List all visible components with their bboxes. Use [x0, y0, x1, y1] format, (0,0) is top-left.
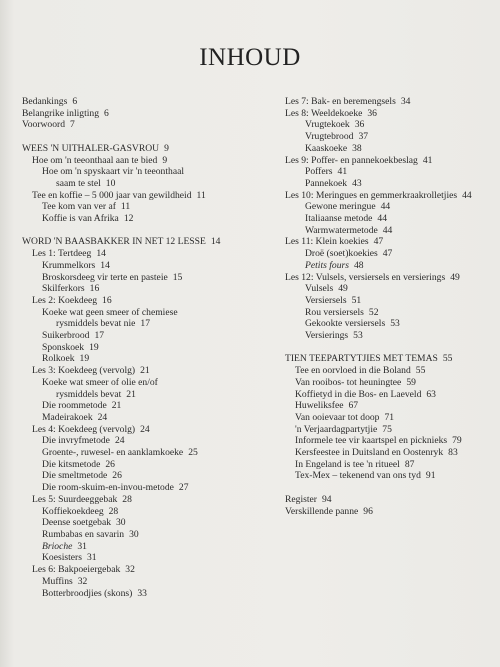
toc-entry-title: Koesisters — [42, 552, 82, 564]
toc-entry-title: saam te stel — [56, 177, 101, 189]
toc-entry-title: Koeke wat smeer of olie en/of — [42, 376, 158, 388]
toc-entry-page: 36 — [367, 107, 377, 119]
toc-column-left — [22, 96, 292, 599]
toc-entry-title: Tee en koffie – 5 000 jaar van gewildheid — [32, 189, 192, 201]
toc-entry — [22, 248, 292, 260]
toc-entry — [285, 155, 500, 167]
toc-entry — [285, 377, 500, 389]
toc-entry-page: 17 — [140, 318, 150, 330]
toc-entry-title: Les 2: Koekdeeg — [32, 294, 98, 306]
toc-entry-title: Die kitsmetode — [42, 458, 101, 470]
toc-entry-title: Madeirakoek — [42, 411, 93, 423]
toc-entry-title: Die roommetode — [42, 400, 107, 412]
toc-entry-page: 43 — [352, 177, 362, 189]
toc-entry-title: Die room-skuim-en-invou-metode — [42, 482, 174, 494]
toc-entry-page: 59 — [406, 376, 416, 388]
toc-entry-page: 71 — [384, 411, 395, 423]
toc-entry — [22, 96, 292, 108]
toc-entry-title: Vulsels — [305, 283, 334, 295]
toc-entry-page: 79 — [452, 435, 462, 447]
toc-entry-page: 44 — [462, 189, 472, 201]
toc-entry-page: 30 — [116, 517, 126, 529]
toc-entry-page: 27 — [178, 482, 189, 494]
toc-entry-page: 96 — [363, 505, 373, 517]
toc-entry-title: Register — [285, 493, 317, 505]
toc-entry — [22, 166, 292, 178]
toc-entry-title: Hoe om 'n spyskaart vir 'n teeonthaal — [42, 166, 184, 178]
toc-entry-page: 55 — [442, 353, 453, 365]
toc-entry-title: Suikerbrood — [42, 330, 90, 342]
toc-entry-title: Les 1: Tertdeeg — [32, 248, 92, 260]
toc-entry-page: 21 — [126, 388, 136, 400]
toc-entry — [22, 552, 292, 564]
toc-entry-title: Italiaanse metode — [305, 213, 373, 225]
toc-entry-title: Broskorsdeeg vir terte en pasteie — [42, 271, 168, 283]
toc-entry — [22, 283, 292, 295]
toc-entry — [285, 400, 500, 412]
toc-entry-title: WORD 'N BAASBAKKER IN NET 12 LESSE — [22, 236, 206, 248]
toc-entry-page: 49 — [450, 271, 460, 283]
toc-entry — [22, 190, 292, 202]
toc-entry-page: 14 — [96, 248, 106, 260]
toc-entry — [285, 447, 500, 459]
toc-entry — [285, 272, 500, 284]
toc-entry-page: 30 — [129, 528, 139, 540]
toc-entry-title: Belangrike inligting — [22, 107, 100, 119]
toc-entry-page: 53 — [390, 318, 400, 330]
toc-entry-page: 49 — [338, 283, 348, 295]
toc-entry-title: Koffie is van Afrika — [42, 213, 119, 225]
toc-entry-page: 25 — [188, 447, 198, 459]
toc-entry-page: 11 — [196, 189, 206, 201]
toc-entry — [22, 155, 292, 167]
toc-entry-title: In Engeland is tee 'n ritueel — [295, 458, 400, 470]
toc-entry-title: Muffins — [42, 575, 73, 587]
toc-entry-title: Rolkoek — [42, 353, 75, 365]
toc-entry-title: Koffietyd in die Bos- en Laeveld — [295, 388, 422, 400]
toc-entry-title: Vrugtekoek — [305, 119, 350, 131]
toc-entry — [285, 470, 500, 482]
toc-entry — [22, 213, 292, 225]
toc-entry-title: Les 8: Weeldekoeke — [285, 107, 363, 119]
section-gap — [285, 482, 500, 494]
toc-entry-page: 14 — [100, 259, 110, 271]
toc-entry — [22, 576, 292, 588]
toc-entry-page: 19 — [89, 341, 99, 353]
toc-entry-title: 'n Verjaardagpartytjie — [295, 423, 378, 435]
toc-entry-page: 21 — [140, 365, 150, 377]
toc-entry-page: 7 — [70, 119, 75, 131]
toc-entry — [22, 365, 292, 377]
toc-entry — [22, 178, 292, 190]
toc-entry-page: 36 — [354, 119, 365, 131]
toc-entry-page: 52 — [368, 306, 379, 318]
toc-entry-page: 34 — [400, 96, 411, 107]
toc-entry — [285, 307, 500, 319]
toc-entry-title: Informele tee vir kaartspel en picknieks — [295, 435, 448, 447]
toc-entry — [22, 342, 292, 354]
toc-entry-title: Koffiekoekdeeg — [42, 505, 104, 517]
toc-entry-title: Groente-, ruwesel- en aanklamkoeke — [42, 447, 184, 459]
toc-entry-page: 12 — [123, 213, 134, 225]
toc-entry-title: Poffers — [305, 166, 333, 178]
toc-entry-title: Les 5: Suurdeeggebak — [32, 493, 118, 505]
toc-entry-page: 53 — [353, 330, 363, 342]
toc-entry-page: 37 — [358, 131, 369, 143]
toc-entry — [22, 260, 292, 272]
toc-entry-page: 26 — [112, 470, 122, 482]
toc-entry — [285, 131, 500, 143]
toc-entry-page: 41 — [422, 154, 433, 166]
toc-entry-page: 28 — [108, 505, 119, 517]
toc-entry — [22, 318, 292, 330]
toc-entry-page: 44 — [377, 213, 387, 225]
toc-entry-page: 47 — [373, 236, 384, 248]
toc-entry-title: Pannekoek — [305, 177, 348, 189]
toc-entry-page: 24 — [114, 435, 125, 447]
toc-entry — [22, 459, 292, 471]
toc-entry — [22, 470, 292, 482]
toc-entry-page: 24 — [140, 423, 150, 435]
toc-entry-page: 21 — [111, 400, 122, 412]
toc-entry-page: 32 — [125, 564, 135, 576]
toc-entry-title: Rou versiersels — [305, 306, 364, 318]
toc-entry-page: 48 — [353, 259, 364, 271]
toc-entry — [285, 365, 500, 377]
toc-entry-title: Versierings — [305, 330, 349, 342]
toc-entry-title: Tee en oorvloed in die Boland — [295, 365, 411, 377]
toc-entry-title: Sponskoek — [42, 341, 85, 353]
toc-entry-title: Les 6: Bakpoeiergebak — [32, 564, 121, 576]
toc-entry-page: 55 — [415, 365, 426, 377]
toc-entry-page: 31 — [77, 540, 87, 552]
toc-entry-title: Tex-Mex – tekenend van ons tyd — [295, 470, 421, 482]
toc-entry-title: Les 11: Klein koekies — [285, 236, 369, 248]
toc-entry-page: 33 — [137, 587, 147, 599]
toc-entry — [22, 435, 292, 447]
toc-entry — [22, 529, 292, 541]
toc-entry — [285, 119, 500, 131]
toc-entry-page: 51 — [351, 294, 362, 306]
toc-entry — [285, 213, 500, 225]
toc-entry-page: 14 — [210, 236, 221, 248]
toc-entry-page: 44 — [382, 224, 393, 236]
toc-entry-page: 19 — [79, 353, 90, 365]
toc-entry-title: Die invryfmetode — [42, 435, 110, 447]
toc-entry-title: Koeke wat geen smeer of chemiese — [42, 306, 178, 318]
toc-entry-title: Gekookte versiersels — [305, 318, 386, 330]
toc-entry-title: Warmwatermetode — [305, 224, 378, 236]
toc-entry — [285, 201, 500, 213]
toc-entry — [22, 353, 292, 365]
toc-entry-page: 6 — [72, 96, 78, 107]
toc-entry-page: 11 — [120, 201, 131, 213]
toc-entry-title: Petits fours — [305, 259, 349, 271]
section-gap — [285, 342, 500, 354]
toc-entry — [22, 447, 292, 459]
toc-entry — [285, 260, 500, 272]
toc-entry-page: 87 — [404, 458, 415, 470]
toc-entry-page: 91 — [425, 470, 436, 482]
toc-entry-page: 9 — [162, 154, 168, 166]
toc-entry-title: Brioche — [42, 540, 73, 552]
toc-entry — [285, 283, 500, 295]
toc-entry-title: Rumbabas en savarin — [42, 528, 125, 540]
toc-entry-title: Huweliksfee — [295, 400, 344, 412]
toc-entry — [22, 541, 292, 553]
toc-entry — [22, 295, 292, 307]
toc-entry-page: 44 — [380, 201, 391, 213]
toc-entry-page: 75 — [382, 423, 392, 435]
toc-entry-title: rysmiddels bevat — [56, 388, 122, 400]
toc-entry — [285, 236, 500, 248]
toc-entry-title: Krummelkors — [42, 259, 96, 271]
toc-entry — [22, 236, 292, 248]
toc-entry-title: Les 12: Vulsels, versiersels en versierings — [285, 271, 446, 283]
toc-entry-page: 94 — [321, 493, 332, 505]
toc-entry — [285, 190, 500, 202]
toc-entry-page: 16 — [89, 283, 100, 295]
toc-entry-page: 9 — [164, 142, 169, 154]
toc-entry — [22, 564, 292, 576]
toc-entry — [22, 588, 292, 600]
toc-entry-title: Van rooibos- tot heuningtee — [295, 376, 402, 388]
toc-entry — [22, 494, 292, 506]
toc-entry-page: 28 — [122, 493, 132, 505]
toc-entry — [285, 96, 500, 108]
toc-entry-title: Les 10: Meringues en gemmerkraakrolletjies — [285, 189, 458, 201]
toc-entry-title: Kaaskoeke — [305, 142, 348, 154]
toc-entry — [285, 166, 500, 178]
toc-entry-title: Deense soetgebak — [42, 517, 111, 529]
toc-entry — [22, 482, 292, 494]
toc-entry-page: 38 — [352, 142, 362, 154]
toc-entry — [22, 517, 292, 529]
toc-entry-title: Van ooievaar tot doop — [295, 411, 380, 423]
toc-entry-title: rysmiddels bevat nie — [56, 318, 136, 330]
toc-entry-title: Les 7: Bak- en beremengsels — [285, 96, 396, 107]
toc-entry — [285, 494, 500, 506]
toc-entry-page: 17 — [94, 330, 105, 342]
toc-entry-page: 67 — [348, 400, 359, 412]
toc-entry — [285, 108, 500, 120]
toc-entry-title: Botterbroodjies (skons) — [42, 587, 133, 599]
toc-entry-title: TIEN TEEPARTYTJIES MET TEMAS — [285, 353, 438, 365]
toc-entry-title: Gewone meringue — [305, 201, 376, 213]
toc-entry-title: Tee kom van ver af — [42, 201, 116, 213]
toc-entry-title: Verskillende panne — [285, 505, 359, 517]
toc-entry — [22, 424, 292, 436]
toc-column-right — [285, 96, 500, 517]
toc-entry-page: 83 — [448, 447, 458, 459]
toc-entry-title: Bedankings — [22, 96, 68, 107]
toc-entry — [285, 424, 500, 436]
toc-entry — [22, 400, 292, 412]
toc-entry — [22, 272, 292, 284]
toc-entry — [285, 389, 500, 401]
toc-entry — [22, 330, 292, 342]
toc-entry-title: Voorwoord — [22, 119, 65, 131]
section-gap — [22, 131, 292, 143]
toc-entry — [22, 389, 292, 401]
toc-entry-title: WEES 'N UITHALER-GASVROU — [22, 142, 160, 154]
toc-entry-title: Die smeltmetode — [42, 470, 108, 482]
toc-entry-title: Skilferkors — [42, 283, 85, 295]
toc-entry — [285, 353, 500, 365]
toc-entry-title: Hoe om 'n teeonthaal aan te bied — [32, 154, 158, 166]
toc-entry — [22, 201, 292, 213]
toc-entry-title: Versiersels — [305, 294, 347, 306]
toc-entry-title: Droë (soet)koekies — [305, 248, 378, 260]
toc-entry — [285, 295, 500, 307]
toc-entry-page: 63 — [426, 388, 436, 400]
toc-entry-page: 32 — [77, 575, 88, 587]
toc-entry-page: 16 — [102, 294, 112, 306]
toc-entry — [285, 506, 500, 518]
toc-entry — [22, 307, 292, 319]
toc-entry-page: 15 — [172, 271, 183, 283]
toc-entry-title: Les 4: Koekdeeg (vervolg) — [32, 423, 136, 435]
toc-entry — [285, 412, 500, 424]
toc-entry-page: 26 — [105, 458, 115, 470]
toc-entry — [285, 435, 500, 447]
toc-entry — [22, 119, 292, 131]
toc-entry-page: 47 — [382, 248, 393, 260]
toc-entry — [22, 412, 292, 424]
toc-entry-page: 41 — [337, 166, 348, 178]
toc-entry-page: 31 — [86, 552, 97, 564]
toc-entry — [22, 506, 292, 518]
toc-entry — [285, 143, 500, 155]
toc-entry-page: 6 — [104, 107, 109, 119]
toc-entry-page: 24 — [97, 411, 108, 423]
toc-entry — [285, 178, 500, 190]
toc-entry-title: Kersfeestee in Duitsland en Oostenryk — [295, 447, 444, 459]
toc-entry — [22, 143, 292, 155]
toc-entry — [285, 225, 500, 237]
toc-entry — [285, 459, 500, 471]
toc-entry — [22, 108, 292, 120]
toc-entry — [285, 318, 500, 330]
toc-entry-title: Les 9: Poffer- en pannekoekbeslag — [285, 154, 418, 166]
toc-entry — [285, 330, 500, 342]
toc-entry-title: Vrugtebrood — [305, 131, 354, 143]
toc-entry — [22, 377, 292, 389]
toc-entry-title: Les 3: Koekdeeg (vervolg) — [32, 365, 136, 377]
section-gap — [22, 225, 292, 237]
page-title: INHOUD — [199, 44, 301, 71]
toc-entry-page: 10 — [105, 177, 116, 189]
toc-entry — [285, 248, 500, 260]
